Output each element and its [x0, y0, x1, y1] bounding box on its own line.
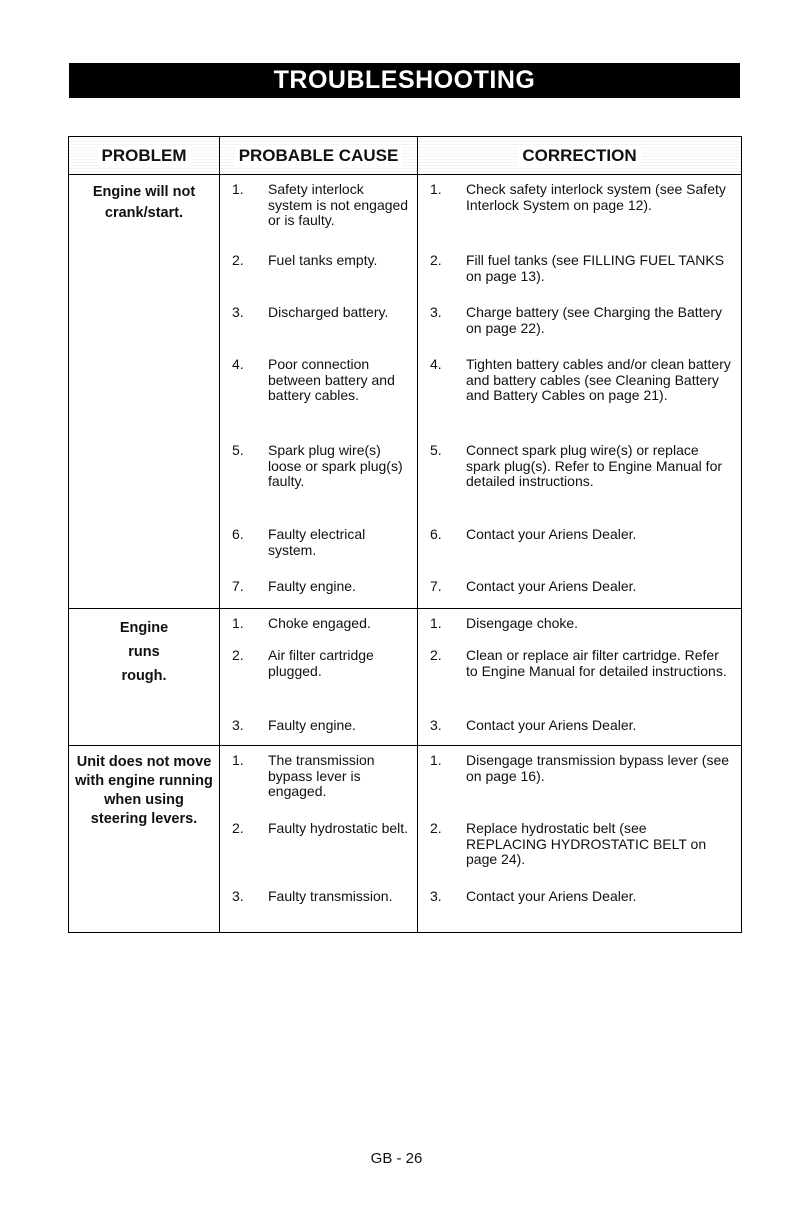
table-row	[219, 175, 741, 246]
cause-cell: 1. Choke engaged.	[219, 609, 417, 641]
cause-cell: 3. Faulty engine.	[219, 711, 417, 745]
correction-cell: 2. Replace hydrostatic belt (see REPLACING HYDROSTATIC BELT on page 24).	[417, 814, 741, 882]
correction-cell: 3. Contact your Ariens Dealer.	[417, 711, 741, 745]
table-row	[219, 298, 741, 350]
problem-label: Unit does not move with engine running when using steering levers.	[75, 754, 213, 827]
correction-cell: 7. Contact your Ariens Dealer.	[417, 572, 741, 608]
correction-cell: 1. Disengage choke.	[417, 609, 741, 641]
problem-group	[69, 746, 741, 932]
problem-group	[69, 175, 741, 609]
table-row	[219, 746, 741, 814]
cause-cell: 4. Poor connection between battery and battery cables.	[219, 350, 417, 436]
correction-cell: 4. Tighten battery cables and/or clean battery and battery cables (see Cleaning Battery and Battery Cables on page 21).	[417, 350, 741, 436]
correction-cell: 1. Disengage transmission bypass lever (see on page 16).	[417, 746, 741, 814]
correction-cell: 5. Connect spark plug wire(s) or replace spark plug(s). Refer to Engine Manual for detailed instructions.	[417, 436, 741, 520]
table-row	[219, 520, 741, 572]
cause-cell: 7. Faulty engine.	[219, 572, 417, 608]
correction-cell: 2. Fill fuel tanks (see FILLING FUEL TANKS on page 13).	[417, 246, 741, 298]
correction-cell: 3. Contact your Ariens Dealer.	[417, 882, 741, 932]
table-row	[219, 350, 741, 436]
correction-cell: 6. Contact your Ariens Dealer.	[417, 520, 741, 572]
table-header	[69, 137, 741, 175]
table-row	[219, 246, 741, 298]
table-row	[219, 711, 741, 745]
section-title: TROUBLESHOOTING	[69, 63, 740, 98]
problem-group	[69, 609, 741, 746]
page-number: GB - 26	[370, 1150, 423, 1167]
header-cause: PROBABLE CAUSE	[219, 137, 417, 174]
table-row	[219, 882, 741, 932]
troubleshooting-table	[68, 136, 742, 933]
table-row	[219, 641, 741, 711]
table-row	[219, 609, 741, 641]
cause-cell: 5. Spark plug wire(s) loose or spark plug(s) faulty.	[219, 436, 417, 520]
cause-cell: 3. Faulty transmission.	[219, 882, 417, 932]
table-row	[219, 572, 741, 608]
header-correction: CORRECTION	[417, 137, 741, 174]
header-problem: PROBLEM	[69, 137, 219, 174]
correction-cell: 3. Charge battery (see Charging the Battery on page 22).	[417, 298, 741, 350]
correction-cell: 2. Clean or replace air filter cartridge. Refer to Engine Manual for detailed instructions.	[417, 641, 741, 711]
cause-cell: 2. Faulty hydrostatic belt.	[219, 814, 417, 882]
cause-cell: 6. Faulty electrical system.	[219, 520, 417, 572]
problem-label: Engine will not crank/start.	[92, 184, 196, 221]
correction-cell: 1. Check safety interlock system (see Safety Interlock System on page 12).	[417, 175, 741, 246]
table-row	[219, 814, 741, 882]
cause-cell: 3. Discharged battery.	[219, 298, 417, 350]
cause-cell: 2. Air filter cartridge plugged.	[219, 641, 417, 711]
table-row	[219, 436, 741, 520]
cause-cell: 1. The transmission bypass lever is engaged.	[219, 746, 417, 814]
cause-cell: 1. Safety interlock system is not engaged or is faulty.	[219, 175, 417, 246]
cause-cell: 2. Fuel tanks empty.	[219, 246, 417, 298]
problem-label: Engine runs rough.	[119, 620, 169, 684]
